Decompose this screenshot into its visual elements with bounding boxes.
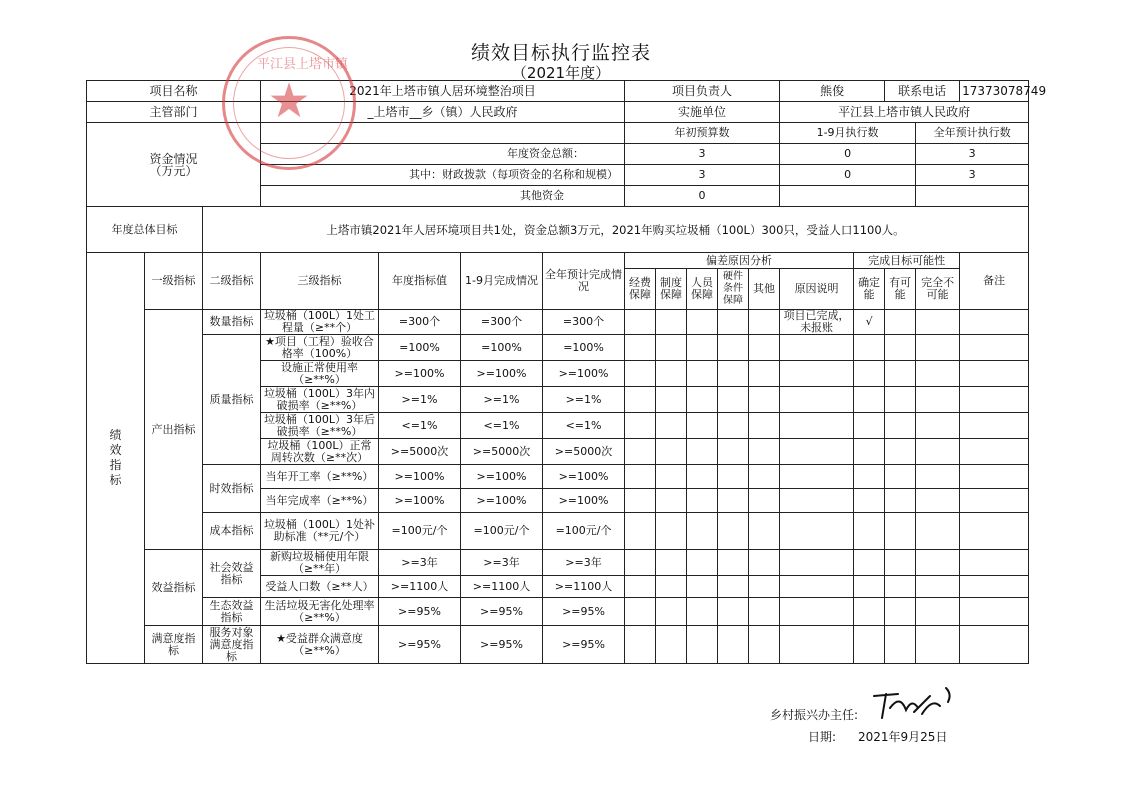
target-cell: >=1% <box>379 387 461 413</box>
funds-col-budget: 年初预算数 <box>625 123 780 144</box>
indicators-section-label: 绩效指标 <box>87 253 145 664</box>
forecast-cell: =100元/个 <box>543 513 625 550</box>
target-cell: >=95% <box>379 598 461 626</box>
phone-value: 17373078749 <box>960 81 1029 102</box>
h-progress: 1-9月完成情况 <box>461 253 543 310</box>
sure-cell: √ <box>854 310 885 335</box>
forecast-cell: =300个 <box>543 310 625 335</box>
l2-quantity: 数量指标 <box>203 310 261 335</box>
h-hardware: 硬件条件保障 <box>718 269 749 310</box>
handwritten-signature <box>868 686 958 720</box>
owner-value: 熊俊 <box>780 81 885 102</box>
h-possibility: 完成目标可能性 <box>854 253 960 269</box>
h-level1: 一级指标 <box>145 253 203 310</box>
dept-label: 主管部门 <box>87 102 261 123</box>
forecast-cell: >=1% <box>543 387 625 413</box>
h-sure: 确定能 <box>854 269 885 310</box>
h-remark: 备注 <box>960 253 1029 310</box>
h-funding: 经费保障 <box>625 269 656 310</box>
l3-cell: 垃圾桶（100L）1处补助标准（**元/个） <box>261 513 379 550</box>
l3-cell: 新购垃圾桶使用年限（≥**年） <box>261 550 379 576</box>
forecast-cell: <=1% <box>543 413 625 439</box>
target-cell: <=1% <box>379 413 461 439</box>
target-cell: =100元/个 <box>379 513 461 550</box>
target-cell: >=95% <box>379 626 461 664</box>
forecast-cell: =100% <box>543 335 625 361</box>
h-other: 其他 <box>749 269 780 310</box>
impl-label: 实施单位 <box>625 102 780 123</box>
date-value: 2021年9月25日 <box>858 730 948 744</box>
funds-exec: 0 <box>780 144 916 165</box>
h-forecast: 全年预计完成情况 <box>543 253 625 310</box>
l3-cell: 垃圾桶（100L）3年内破损率（≥**%） <box>261 387 379 413</box>
funds-forecast: 3 <box>916 144 1029 165</box>
l3-cell: ★项目（工程）验收合格率（100%） <box>261 335 379 361</box>
l2-quality: 质量指标 <box>203 335 261 465</box>
progress-cell: >=100% <box>461 465 543 489</box>
annual-goal-text: 上塔市镇2021年人居环境项目共1处，资金总额3万元，2021年购买垃圾桶（100L）300只，受益人口1100人。 <box>203 207 1029 253</box>
progress-cell: >=3年 <box>461 550 543 576</box>
funds-blank <box>261 123 625 144</box>
funds-exec <box>780 186 916 207</box>
funds-col-exec: 1-9月执行数 <box>780 123 916 144</box>
h-reason: 原因说明 <box>780 269 854 310</box>
h-unable: 完全不可能 <box>916 269 960 310</box>
progress-cell: >=100% <box>461 489 543 513</box>
funds-forecast: 3 <box>916 165 1029 186</box>
document-subtitle: （2021年度） <box>511 64 611 82</box>
forecast-cell: >=95% <box>543 626 625 664</box>
l2-timeliness: 时效指标 <box>203 465 261 513</box>
target-cell: >=3年 <box>379 550 461 576</box>
l3-cell: 当年完成率（≥**%） <box>261 489 379 513</box>
h-system: 制度保障 <box>656 269 687 310</box>
document-title: 绩效目标执行监控表 <box>470 42 651 64</box>
l1-satisfaction: 满意度指标 <box>145 626 203 664</box>
target-cell: >=100% <box>379 361 461 387</box>
l2-cost: 成本指标 <box>203 513 261 550</box>
progress-cell: >=95% <box>461 626 543 664</box>
progress-cell: =100% <box>461 335 543 361</box>
forecast-cell: >=95% <box>543 598 625 626</box>
forecast-cell: >=1100人 <box>543 576 625 598</box>
monitoring-table <box>86 80 1047 664</box>
funds-forecast <box>916 186 1029 207</box>
l3-cell: 设施正常使用率（≥**%） <box>261 361 379 387</box>
l1-benefit: 效益指标 <box>145 550 203 626</box>
funds-budget: 3 <box>625 144 780 165</box>
h-level3: 三级指标 <box>261 253 379 310</box>
l3-cell: 垃圾桶（100L）3年后破损率（≥**%） <box>261 413 379 439</box>
progress-cell: >=1100人 <box>461 576 543 598</box>
h-deviation: 偏差原因分析 <box>625 253 854 269</box>
l3-cell: 垃圾桶（100L）正常周转次数（≥**次） <box>261 439 379 465</box>
forecast-cell: >=100% <box>543 361 625 387</box>
date-label: 日期: <box>808 730 837 744</box>
target-cell: >=1100人 <box>379 576 461 598</box>
progress-cell: >=5000次 <box>461 439 543 465</box>
owner-label: 项目负责人 <box>625 81 780 102</box>
impl-value: 平江县上塔市镇人民政府 <box>780 102 1029 123</box>
progress-cell: =300个 <box>461 310 543 335</box>
forecast-cell: >=100% <box>543 465 625 489</box>
h-target: 年度指标值 <box>379 253 461 310</box>
funds-label: 资金情况 （万元） <box>87 123 261 207</box>
h-maybe: 有可能 <box>885 269 916 310</box>
progress-cell: >=1% <box>461 387 543 413</box>
l3-cell: 当年开工率（≥**%） <box>261 465 379 489</box>
l3-cell: 生活垃圾无害化处理率（≥**%） <box>261 598 379 626</box>
funds-row-label: 其中：财政拨款（每项资金的名称和规模） <box>261 165 625 186</box>
forecast-cell: >=3年 <box>543 550 625 576</box>
progress-cell: =100元/个 <box>461 513 543 550</box>
reason-cell: 项目已完成，未报账 <box>780 310 854 335</box>
funds-exec: 0 <box>780 165 916 186</box>
funds-row-label: 其他资金 <box>261 186 625 207</box>
progress-cell: <=1% <box>461 413 543 439</box>
l2-service: 服务对象满意度指标 <box>203 626 261 664</box>
l3-cell: 垃圾桶（100L）1处工程量（≥**个） <box>261 310 379 335</box>
h-level2: 二级指标 <box>203 253 261 310</box>
l2-eco: 生态效益指标 <box>203 598 261 626</box>
target-cell: =300个 <box>379 310 461 335</box>
l1-output: 产出指标 <box>145 310 203 550</box>
target-cell: >=100% <box>379 489 461 513</box>
dept-value: _上塔市__乡（镇）人民政府 <box>261 102 625 123</box>
h-staff: 人员保障 <box>687 269 718 310</box>
seal-text: 平江县上塔市镇 <box>257 57 349 72</box>
signature-label: 乡村振兴办主任: <box>770 708 859 722</box>
forecast-cell: >=100% <box>543 489 625 513</box>
target-cell: >=100% <box>379 465 461 489</box>
project-name-value: 2021年上塔市镇人居环境整治项目 <box>261 81 625 102</box>
annual-goal-label: 年度总体目标 <box>87 207 203 253</box>
l2-social: 社会效益指标 <box>203 550 261 598</box>
project-name-label: 项目名称 <box>87 81 261 102</box>
funds-budget: 3 <box>625 165 780 186</box>
l3-cell: ★受益群众满意度（≥**%） <box>261 626 379 664</box>
funds-budget: 0 <box>625 186 780 207</box>
progress-cell: >=95% <box>461 598 543 626</box>
target-cell: =100% <box>379 335 461 361</box>
forecast-cell: >=5000次 <box>543 439 625 465</box>
l3-cell: 受益人口数（≥**人） <box>261 576 379 598</box>
target-cell: >=5000次 <box>379 439 461 465</box>
progress-cell: >=100% <box>461 361 543 387</box>
seal-star-icon: ★ <box>267 73 311 129</box>
phone-label: 联系电话 <box>885 81 960 102</box>
funds-col-forecast: 全年预计执行数 <box>916 123 1029 144</box>
funds-row-label: 年度资金总额： <box>261 144 625 165</box>
